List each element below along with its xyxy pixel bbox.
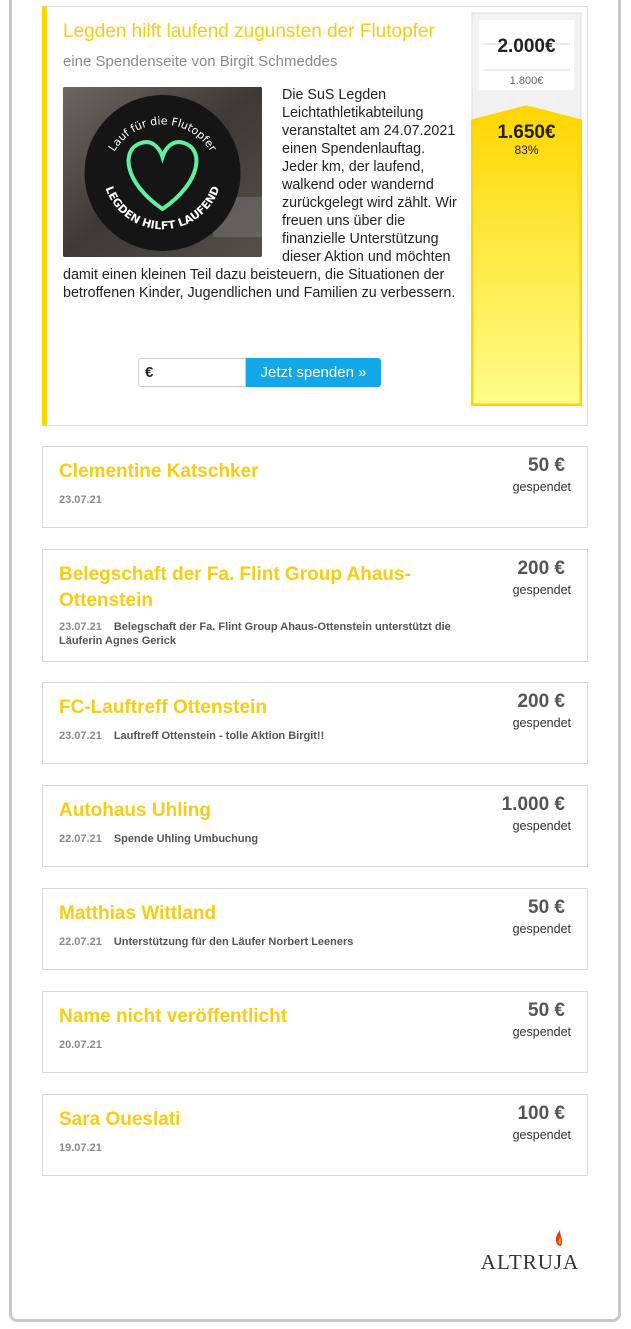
donation-card <box>42 991 588 1073</box>
donor-name: Matthias Wittland <box>59 903 217 924</box>
donation-amount: 50 € <box>528 897 565 918</box>
campaign-description: Die SuS Legden Leichtathletikabteilung veranstaltet am 24.07.2021 einen Spendenlauftag. Jeder km, der laufend, walkend oder wandernd zurückgelegt wird zählt. Wir freuen uns über die finanzielle Unterstützung dieser Aktion und möchten damit einen kleinen Teil dazu beisteuern, die Situationen der betroffenen Kinder, Jugendlichen und Familien zu verbessern. <box>63 87 457 301</box>
donation-message: Belegschaft der Fa. Flint Group Ahaus-Ottenstein unterstützt die Läuferin Agnes Gerick <box>59 621 451 647</box>
donation-amount: 50 € <box>528 1000 565 1021</box>
donation-date: 19.07.21 <box>59 1142 102 1154</box>
donation-date: 23.07.21 <box>59 621 102 633</box>
donor-name: Belegschaft der Fa. Flint Group Ahaus-Ottenstein <box>59 564 411 611</box>
donation-amount-input[interactable] <box>138 358 246 387</box>
donation-message: Spende Uhling Umbuchung <box>113 833 259 845</box>
altruja-logo[interactable] <box>480 1226 580 1274</box>
donate-button[interactable]: Jetzt spenden » <box>246 358 381 387</box>
donor-name: Clementine Katschker <box>59 461 259 482</box>
donation-amount-label: gespendet <box>512 716 571 730</box>
donation-amount: 200 € <box>517 691 565 712</box>
campaign-image <box>63 87 262 257</box>
donor-name: Autohaus Uhling <box>59 800 211 821</box>
donation-meta <box>59 832 489 846</box>
donation-amount-label: gespendet <box>512 583 571 597</box>
campaign-card <box>42 6 588 426</box>
donor-name: Sara Oueslati <box>59 1109 181 1130</box>
donation-amount-label: gespendet <box>512 480 571 494</box>
donation-amount: 50 € <box>528 455 565 476</box>
flame-icon <box>480 1226 580 1252</box>
donation-date: 22.07.21 <box>59 936 102 948</box>
donation-card <box>42 785 588 867</box>
donation-meta <box>59 620 489 648</box>
donation-message: Lauftreff Ottenstein - tolle Aktion Birgit!! <box>113 730 325 742</box>
donation-meta <box>59 935 489 949</box>
donation-meta <box>59 1141 489 1155</box>
currency-symbol: € <box>145 364 154 381</box>
gauge-goal: 2.000€ <box>497 36 556 57</box>
donation-date: 22.07.21 <box>59 833 102 845</box>
donation-card <box>42 446 588 528</box>
donor-name: Name nicht veröffentlicht <box>59 1006 288 1027</box>
donation-card <box>42 888 588 970</box>
donation-meta <box>59 729 489 743</box>
donation-card <box>42 1094 588 1176</box>
donation-amount: 1.000 € <box>501 794 565 815</box>
donation-amount-label: gespendet <box>512 1025 571 1039</box>
campaign-title: Legden hilft laufend zugunsten der Flutopfer <box>63 21 435 42</box>
gauge-graphic <box>471 12 582 406</box>
donation-amount-label: gespendet <box>512 1128 571 1142</box>
donation-card <box>42 682 588 764</box>
donation-amount: 200 € <box>517 558 565 579</box>
gauge-percent: 83% <box>514 143 539 157</box>
gauge-previous-mark: 1.800€ <box>509 75 544 87</box>
gauge-amount: 1.650€ <box>497 122 556 143</box>
donation-date: 23.07.21 <box>59 730 102 742</box>
campaign-logo-image <box>63 87 262 257</box>
donation-gauge <box>471 12 582 406</box>
donation-meta <box>59 493 489 507</box>
donation-amount: 100 € <box>517 1103 565 1124</box>
donation-date: 20.07.21 <box>59 1039 102 1051</box>
donation-message: Unterstützung für den Läufer Norbert Leeners <box>113 936 354 948</box>
campaign-subtitle: eine Spendenseite von Birgit Schmeddes <box>63 53 338 70</box>
donation-meta <box>59 1038 489 1052</box>
donation-amount-label: gespendet <box>512 819 571 833</box>
donation-card <box>42 549 588 662</box>
image-text-bottom: LEGDEN HILFT LAUFEND <box>102 184 223 233</box>
altruja-logo-text: ALTRUJA <box>480 1250 580 1274</box>
donor-name: FC-Lauftreff Ottenstein <box>59 697 267 718</box>
image-text-top: Lauf für die Flutopfer <box>105 114 220 154</box>
donation-date: 23.07.21 <box>59 494 102 506</box>
donation-amount-label: gespendet <box>512 922 571 936</box>
